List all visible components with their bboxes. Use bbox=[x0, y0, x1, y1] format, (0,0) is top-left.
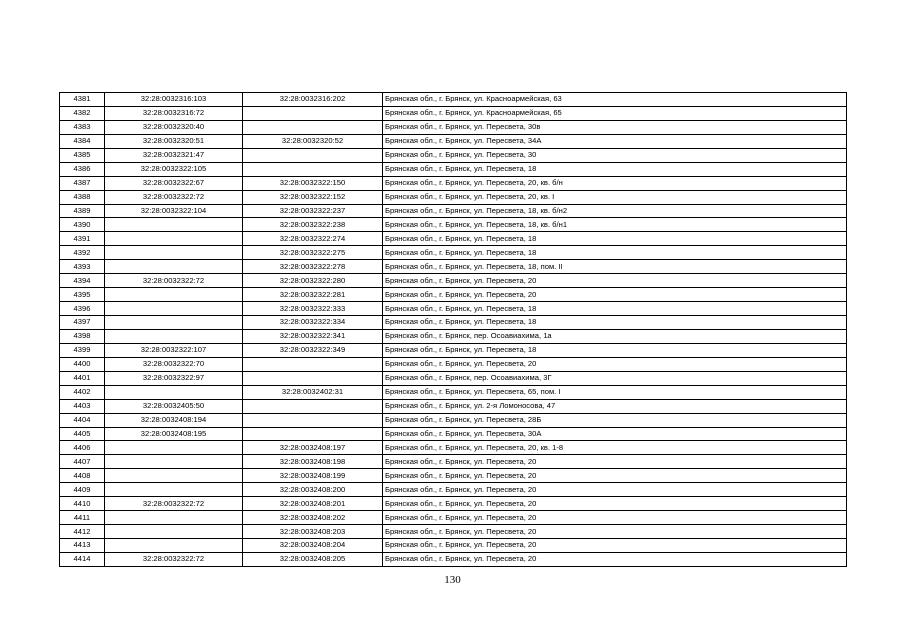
premises-cadastral-number-cell bbox=[243, 427, 383, 441]
address-cell: Брянская обл., г. Брянск, ул. Пересвета, 20 bbox=[383, 357, 847, 371]
premises-cadastral-number-cell: 32:28:0032322:278 bbox=[243, 260, 383, 274]
table-row bbox=[60, 246, 847, 260]
table-row bbox=[60, 232, 847, 246]
premises-cadastral-number-cell: 32:28:0032320:52 bbox=[243, 134, 383, 148]
address-cell: Брянская обл., г. Брянск, ул. Пересвета, 20 bbox=[383, 483, 847, 497]
premises-cadastral-number-cell: 32:28:0032408:198 bbox=[243, 455, 383, 469]
table-row bbox=[60, 93, 847, 107]
row-number-cell: 4397 bbox=[60, 316, 105, 330]
row-number-cell: 4407 bbox=[60, 455, 105, 469]
premises-cadastral-number-cell: 32:28:0032322:280 bbox=[243, 274, 383, 288]
address-cell: Брянская обл., г. Брянск, ул. Пересвета, 20 bbox=[383, 539, 847, 553]
table-row bbox=[60, 497, 847, 511]
table-row bbox=[60, 148, 847, 162]
premises-cadastral-number-cell bbox=[243, 399, 383, 413]
cadastral-number-cell: 32:28:0032322:72 bbox=[105, 274, 243, 288]
row-number-cell: 4405 bbox=[60, 427, 105, 441]
cadastral-number-cell: 32:28:0032408:194 bbox=[105, 413, 243, 427]
cadastral-number-cell: 32:28:0032322:107 bbox=[105, 343, 243, 357]
cadastral-number-cell bbox=[105, 316, 243, 330]
premises-cadastral-number-cell: 32:28:0032322:349 bbox=[243, 343, 383, 357]
premises-cadastral-number-cell: 32:28:0032408:199 bbox=[243, 469, 383, 483]
row-number-cell: 4390 bbox=[60, 218, 105, 232]
cadastral-number-cell bbox=[105, 511, 243, 525]
row-number-cell: 4395 bbox=[60, 288, 105, 302]
address-cell: Брянская обл., г. Брянск, ул. Пересвета, 30в bbox=[383, 120, 847, 134]
premises-cadastral-number-cell: 32:28:0032402:31 bbox=[243, 385, 383, 399]
row-number-cell: 4414 bbox=[60, 552, 105, 566]
premises-cadastral-number-cell: 32:28:0032408:200 bbox=[243, 483, 383, 497]
premises-cadastral-number-cell: 32:28:0032408:204 bbox=[243, 539, 383, 553]
cadastral-number-cell: 32:28:0032320:40 bbox=[105, 120, 243, 134]
table-row bbox=[60, 455, 847, 469]
table-row bbox=[60, 357, 847, 371]
table-row bbox=[60, 483, 847, 497]
premises-cadastral-number-cell: 32:28:0032408:197 bbox=[243, 441, 383, 455]
cadastral-number-cell bbox=[105, 539, 243, 553]
cadastral-number-cell: 32:28:0032316:72 bbox=[105, 106, 243, 120]
premises-cadastral-number-cell bbox=[243, 120, 383, 134]
premises-cadastral-number-cell: 32:28:0032322:150 bbox=[243, 176, 383, 190]
address-cell: Брянская обл., г. Брянск, ул. 2-я Ломоносова, 47 bbox=[383, 399, 847, 413]
cadastral-number-cell bbox=[105, 302, 243, 316]
table-row bbox=[60, 288, 847, 302]
cadastral-number-cell bbox=[105, 455, 243, 469]
address-cell: Брянская обл., г. Брянск, ул. Пересвета, 20 bbox=[383, 511, 847, 525]
cadastral-number-cell bbox=[105, 385, 243, 399]
row-number-cell: 4411 bbox=[60, 511, 105, 525]
row-number-cell: 4403 bbox=[60, 399, 105, 413]
premises-cadastral-number-cell bbox=[243, 148, 383, 162]
cadastral-number-cell bbox=[105, 218, 243, 232]
address-cell: Брянская обл., г. Брянск, ул. Пересвета, 20 bbox=[383, 497, 847, 511]
address-cell: Брянская обл., г. Брянск, ул. Пересвета, 20 bbox=[383, 525, 847, 539]
address-cell: Брянская обл., г. Брянск, ул. Красноармейская, 65 bbox=[383, 106, 847, 120]
cadastral-number-cell: 32:28:0032322:70 bbox=[105, 357, 243, 371]
cadastral-number-cell: 32:28:0032316:103 bbox=[105, 93, 243, 107]
row-number-cell: 4399 bbox=[60, 343, 105, 357]
table-row bbox=[60, 329, 847, 343]
cadastral-number-cell: 32:28:0032322:72 bbox=[105, 190, 243, 204]
row-number-cell: 4388 bbox=[60, 190, 105, 204]
table-row bbox=[60, 274, 847, 288]
table-row bbox=[60, 316, 847, 330]
cadastral-number-cell: 32:28:0032322:104 bbox=[105, 204, 243, 218]
row-number-cell: 4406 bbox=[60, 441, 105, 455]
row-number-cell: 4392 bbox=[60, 246, 105, 260]
row-number-cell: 4385 bbox=[60, 148, 105, 162]
premises-cadastral-number-cell: 32:28:0032408:202 bbox=[243, 511, 383, 525]
table-row bbox=[60, 441, 847, 455]
cadastral-number-cell: 32:28:0032322:97 bbox=[105, 371, 243, 385]
premises-cadastral-number-cell bbox=[243, 357, 383, 371]
address-cell: Брянская обл., г. Брянск, ул. Пересвета, 28Б bbox=[383, 413, 847, 427]
premises-cadastral-number-cell: 32:28:0032322:334 bbox=[243, 316, 383, 330]
table-row bbox=[60, 260, 847, 274]
premises-cadastral-number-cell: 32:28:0032322:275 bbox=[243, 246, 383, 260]
cadastral-number-cell: 32:28:0032320:51 bbox=[105, 134, 243, 148]
row-number-cell: 4391 bbox=[60, 232, 105, 246]
table-row bbox=[60, 302, 847, 316]
address-cell: Брянская обл., г. Брянск, ул. Пересвета, 18 bbox=[383, 246, 847, 260]
address-cell: Брянская обл., г. Брянск, ул. Пересвета, 18 bbox=[383, 343, 847, 357]
cadastral-number-cell bbox=[105, 232, 243, 246]
table-row bbox=[60, 427, 847, 441]
table-row bbox=[60, 399, 847, 413]
table-row bbox=[60, 511, 847, 525]
premises-cadastral-number-cell: 32:28:0032322:152 bbox=[243, 190, 383, 204]
table-row bbox=[60, 134, 847, 148]
address-cell: Брянская обл., г. Брянск, ул. Красноармейская, 63 bbox=[383, 93, 847, 107]
table-row bbox=[60, 539, 847, 553]
address-cell: Брянская обл., г. Брянск, ул. Пересвета, 34А bbox=[383, 134, 847, 148]
page-number: 130 bbox=[444, 574, 461, 586]
premises-cadastral-number-cell: 32:28:0032322:237 bbox=[243, 204, 383, 218]
row-number-cell: 4393 bbox=[60, 260, 105, 274]
row-number-cell: 4413 bbox=[60, 539, 105, 553]
row-number-cell: 4381 bbox=[60, 93, 105, 107]
address-cell: Брянская обл., г. Брянск, ул. Пересвета, 65, пом. I bbox=[383, 385, 847, 399]
premises-cadastral-number-cell bbox=[243, 162, 383, 176]
cadastral-number-cell bbox=[105, 260, 243, 274]
table-row bbox=[60, 385, 847, 399]
cadastral-number-cell: 32:28:0032405:50 bbox=[105, 399, 243, 413]
property-table bbox=[59, 92, 847, 567]
table-row bbox=[60, 218, 847, 232]
table-row bbox=[60, 343, 847, 357]
cadastral-number-cell: 32:28:0032322:67 bbox=[105, 176, 243, 190]
row-number-cell: 4401 bbox=[60, 371, 105, 385]
row-number-cell: 4386 bbox=[60, 162, 105, 176]
address-cell: Брянская обл., г. Брянск, ул. Пересвета, 18 bbox=[383, 302, 847, 316]
table-row bbox=[60, 204, 847, 218]
row-number-cell: 4396 bbox=[60, 302, 105, 316]
row-number-cell: 4382 bbox=[60, 106, 105, 120]
row-number-cell: 4409 bbox=[60, 483, 105, 497]
row-number-cell: 4398 bbox=[60, 329, 105, 343]
premises-cadastral-number-cell bbox=[243, 413, 383, 427]
cadastral-number-cell: 32:28:0032322:105 bbox=[105, 162, 243, 176]
address-cell: Брянская обл., г. Брянск, ул. Пересвета, 18, пом. II bbox=[383, 260, 847, 274]
premises-cadastral-number-cell bbox=[243, 106, 383, 120]
row-number-cell: 4389 bbox=[60, 204, 105, 218]
row-number-cell: 4410 bbox=[60, 497, 105, 511]
premises-cadastral-number-cell: 32:28:0032408:201 bbox=[243, 497, 383, 511]
row-number-cell: 4412 bbox=[60, 525, 105, 539]
address-cell: Брянская обл., г. Брянск, ул. Пересвета, 18 bbox=[383, 316, 847, 330]
address-cell: Брянская обл., г. Брянск, ул. Пересвета, 20 bbox=[383, 274, 847, 288]
address-cell: Брянская обл., г. Брянск, ул. Пересвета, 30А bbox=[383, 427, 847, 441]
address-cell: Брянская обл., г. Брянск, ул. Пересвета, 20 bbox=[383, 552, 847, 566]
row-number-cell: 4404 bbox=[60, 413, 105, 427]
table-row bbox=[60, 413, 847, 427]
premises-cadastral-number-cell: 32:28:0032322:274 bbox=[243, 232, 383, 246]
table-row bbox=[60, 552, 847, 566]
cadastral-number-cell bbox=[105, 441, 243, 455]
table-row bbox=[60, 162, 847, 176]
premises-cadastral-number-cell: 32:28:0032408:205 bbox=[243, 552, 383, 566]
row-number-cell: 4387 bbox=[60, 176, 105, 190]
table-row bbox=[60, 469, 847, 483]
premises-cadastral-number-cell: 32:28:0032322:281 bbox=[243, 288, 383, 302]
cadastral-number-cell: 32:28:0032408:195 bbox=[105, 427, 243, 441]
address-cell: Брянская обл., г. Брянск, ул. Пересвета, 18, кв. б/н1 bbox=[383, 218, 847, 232]
cadastral-number-cell bbox=[105, 469, 243, 483]
address-cell: Брянская обл., г. Брянск, ул. Пересвета, 18, кв. б/н2 bbox=[383, 204, 847, 218]
address-cell: Брянская обл., г. Брянск, ул. Пересвета, 20, кв. I bbox=[383, 190, 847, 204]
address-cell: Брянская обл., г. Брянск, пер. Осоавиахима, 1а bbox=[383, 329, 847, 343]
address-cell: Брянская обл., г. Брянск, ул. Пересвета, 20, кв. б/н bbox=[383, 176, 847, 190]
cadastral-number-cell bbox=[105, 246, 243, 260]
table-body bbox=[60, 93, 847, 567]
cadastral-number-cell bbox=[105, 525, 243, 539]
table-row bbox=[60, 525, 847, 539]
cadastral-number-cell bbox=[105, 329, 243, 343]
row-number-cell: 4383 bbox=[60, 120, 105, 134]
cadastral-number-cell: 32:28:0032321:47 bbox=[105, 148, 243, 162]
premises-cadastral-number-cell: 32:28:0032408:203 bbox=[243, 525, 383, 539]
address-cell: Брянская обл., г. Брянск, пер. Осоавиахима, 3Г bbox=[383, 371, 847, 385]
address-cell: Брянская обл., г. Брянск, ул. Пересвета, 18 bbox=[383, 232, 847, 246]
cadastral-number-cell: 32:28:0032322:72 bbox=[105, 497, 243, 511]
row-number-cell: 4394 bbox=[60, 274, 105, 288]
table-row bbox=[60, 190, 847, 204]
cadastral-number-cell: 32:28:0032322:72 bbox=[105, 552, 243, 566]
premises-cadastral-number-cell: 32:28:0032316:202 bbox=[243, 93, 383, 107]
table-row bbox=[60, 120, 847, 134]
table-row bbox=[60, 371, 847, 385]
address-cell: Брянская обл., г. Брянск, ул. Пересвета, 20, кв. 1-8 bbox=[383, 441, 847, 455]
row-number-cell: 4402 bbox=[60, 385, 105, 399]
address-cell: Брянская обл., г. Брянск, ул. Пересвета, 20 bbox=[383, 455, 847, 469]
address-cell: Брянская обл., г. Брянск, ул. Пересвета, 20 bbox=[383, 469, 847, 483]
cadastral-number-cell bbox=[105, 483, 243, 497]
premises-cadastral-number-cell: 32:28:0032322:333 bbox=[243, 302, 383, 316]
premises-cadastral-number-cell: 32:28:0032322:238 bbox=[243, 218, 383, 232]
row-number-cell: 4384 bbox=[60, 134, 105, 148]
premises-cadastral-number-cell: 32:28:0032322:341 bbox=[243, 329, 383, 343]
premises-cadastral-number-cell bbox=[243, 371, 383, 385]
table-row bbox=[60, 176, 847, 190]
cadastral-number-cell bbox=[105, 288, 243, 302]
row-number-cell: 4408 bbox=[60, 469, 105, 483]
table-row bbox=[60, 106, 847, 120]
row-number-cell: 4400 bbox=[60, 357, 105, 371]
address-cell: Брянская обл., г. Брянск, ул. Пересвета, 20 bbox=[383, 288, 847, 302]
address-cell: Брянская обл., г. Брянск, ул. Пересвета, 18 bbox=[383, 162, 847, 176]
address-cell: Брянская обл., г. Брянск, ул. Пересвета, 30 bbox=[383, 148, 847, 162]
